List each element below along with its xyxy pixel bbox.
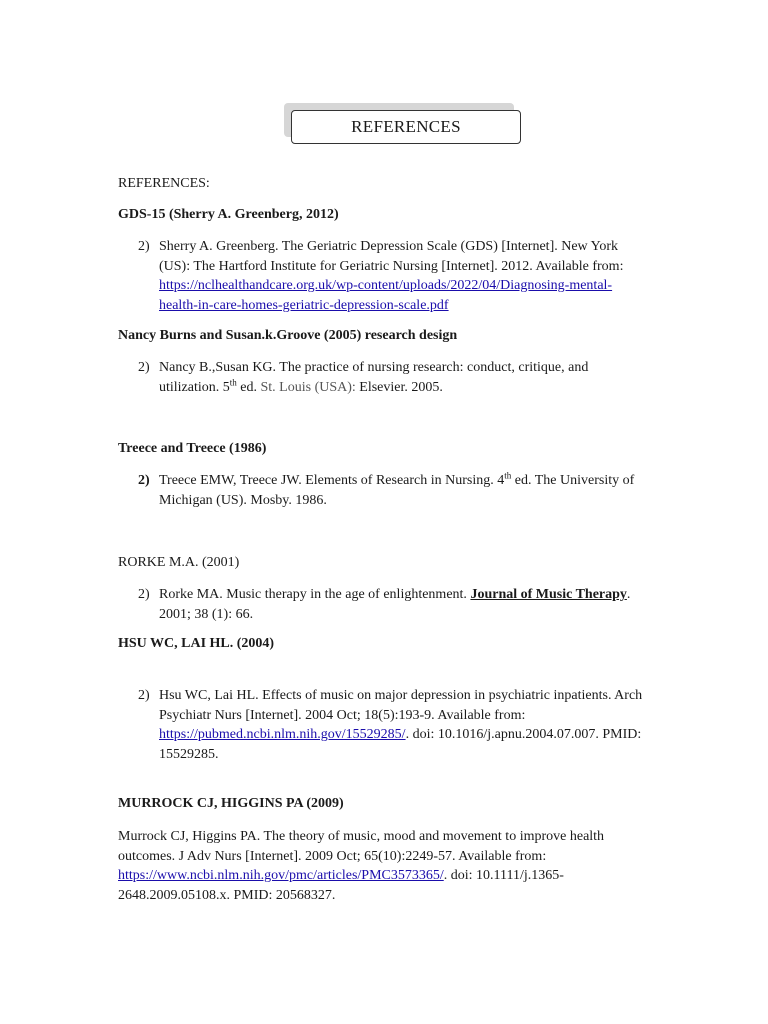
section-heading-burns: Nancy Burns and Susan.k.Groove (2005) research design: [118, 328, 458, 343]
reference-link[interactable]: health-in-care-homes-geriatric-depression-scale.pdf: [159, 297, 449, 313]
list-number: 2): [138, 688, 150, 703]
reference-text: 15529285.: [159, 746, 219, 762]
reference-text: https://pubmed.ncbi.nlm.nih.gov/15529285/. doi: 10.1016/j.apnu.2004.07.007. PMID:: [159, 727, 642, 742]
reference-link[interactable]: https://www.ncbi.nlm.nih.gov/pmc/articles/PMC3573365/: [118, 868, 444, 883]
reference-item-rorke: [138, 585, 658, 624]
reference-text: Nancy B.,Susan KG. The practice of nursing research: conduct, critique, and: [159, 360, 589, 375]
section-heading-treece: Treece and Treece (1986): [118, 441, 267, 456]
journal-title: Journal of Music Therapy: [470, 587, 627, 602]
reference-item-hsu: [138, 686, 658, 764]
reference-text: outcomes. J Adv Nurs [Internet]. 2009 Oct; 65(10):2249-57. Available from:: [118, 848, 547, 864]
section-heading-murrock: MURROCK CJ, HIGGINS PA (2009): [118, 796, 344, 811]
list-number: 2): [138, 239, 150, 254]
reference-text: Psychiatr Nurs [Internet]. 2004 Oct; 18(5):193-9. Available from:: [159, 707, 526, 723]
reference-text: Hsu WC, Lai HL. Effects of music on major depression in psychiatric inpatients. Arch: [159, 688, 643, 703]
section-heading-hsu: HSU WC, LAI HL. (2004): [118, 636, 275, 651]
page-title: REFERENCES: [351, 117, 461, 136]
reference-item-treece: [138, 471, 658, 510]
reference-text: Murrock CJ, Higgins PA. The theory of music, mood and movement to improve health: [118, 829, 605, 844]
reference-item-murrock: [118, 827, 658, 905]
section-heading-rorke: RORKE M.A. (2001): [118, 555, 240, 570]
reference-text: Rorke MA. Music therapy in the age of enlightenment. Journal of Music Therapy.: [159, 587, 631, 602]
reference-link[interactable]: https://pubmed.ncbi.nlm.nih.gov/15529285/: [159, 727, 406, 742]
reference-text: https://www.ncbi.nlm.nih.gov/pmc/articles/PMC3573365/. doi: 10.1111/j.1365-: [118, 868, 564, 883]
list-number: 2): [138, 360, 150, 375]
reference-text: (US): The Hartford Institute for Geriatric Nursing [Internet]. 2012. Available from:: [159, 258, 624, 274]
reference-text: 2001; 38 (1): 66.: [159, 606, 254, 622]
title-box: [291, 110, 521, 144]
reference-text: Treece EMW, Treece JW. Elements of Research in Nursing. 4th ed. The University of: [159, 470, 635, 488]
references-intro: REFERENCES:: [118, 176, 210, 191]
reference-link[interactable]: https://nclhealthandcare.org.uk/wp-content/uploads/2022/04/Diagnosing-mental-: [159, 278, 613, 293]
reference-text: Sherry A. Greenberg. The Geriatric Depression Scale (GDS) [Internet]. New York: [159, 239, 619, 254]
reference-item-gds: [138, 237, 658, 315]
list-number: 2): [138, 473, 150, 488]
list-number: 2): [138, 587, 150, 602]
reference-text: utilization. 5th ed. St. Louis (USA): Elsevier. 2005.: [159, 376, 443, 395]
reference-text: 2648.2009.05108.x. PMID: 20568327.: [118, 887, 336, 903]
section-heading-gds: GDS-15 (Sherry A. Greenberg, 2012): [118, 207, 339, 222]
reference-item-burns: [138, 358, 658, 397]
reference-text: Michigan (US). Mosby. 1986.: [159, 492, 327, 508]
